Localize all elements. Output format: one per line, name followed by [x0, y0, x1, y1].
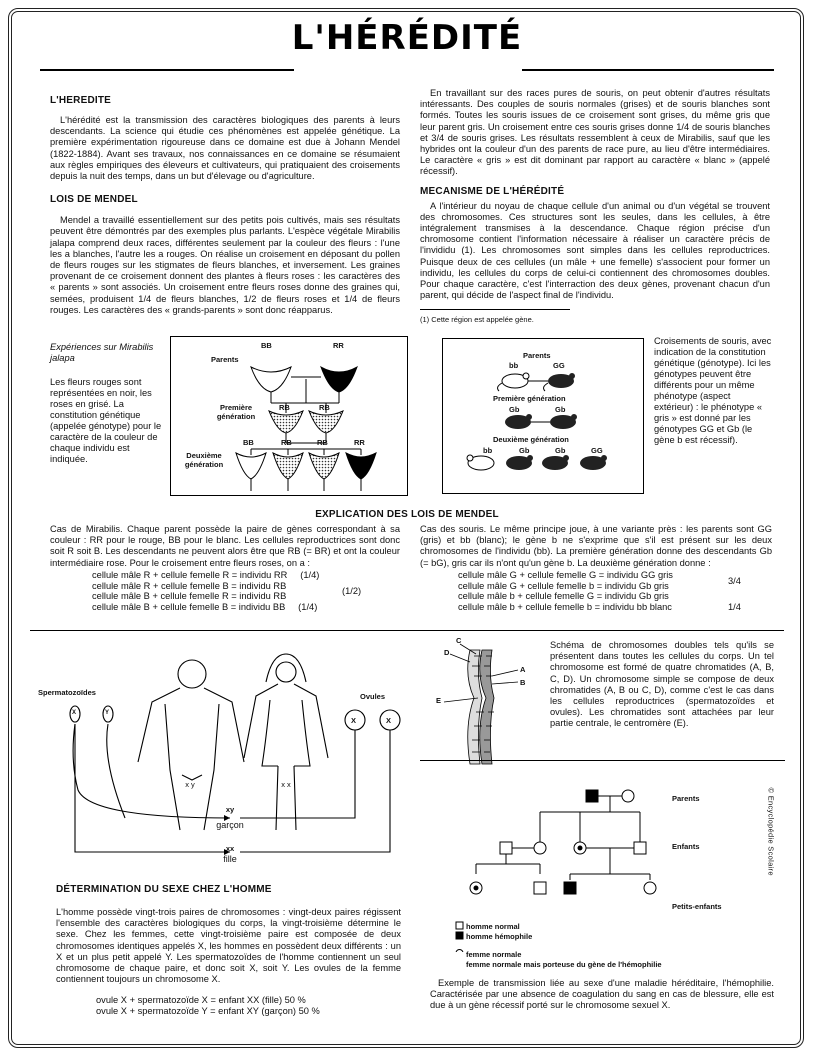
ova-label: Ovules	[360, 692, 386, 701]
explication-left	[50, 524, 400, 613]
mirabilis-gen1-rb-2: RB	[319, 403, 330, 412]
mirabilis-gen2-bb: BB	[243, 438, 254, 447]
ovum-x-2: X	[386, 716, 392, 725]
right-eq-4: cellule mâle b + cellule femelle b = individu bb blanc	[458, 602, 672, 613]
mice-gen1-label: Première génération	[493, 394, 566, 403]
chromo-label-c: C	[456, 636, 462, 645]
heading-lois-mendel: LOIS DE MENDEL	[50, 194, 138, 206]
pedigree-text-wrap	[430, 978, 774, 1012]
fille-label: fille	[223, 854, 237, 864]
chromosome-diagram	[430, 636, 542, 772]
mice-parent-bb: bb	[509, 361, 519, 370]
right-eq-3-4: 3/4	[728, 575, 741, 586]
explication-right-text: Cas des souris. Le même principe joue, à une variante près : les parents sont GG (gris) et bb (blanc); le gène b ne s'exprime que s'il est présent sur les deux chromosomes de l'individu (bb). La première génération donne des descendants Gb (= bG), gris car ils n'ont qu'un gène b. La deuxième génération donne :	[420, 524, 772, 568]
footnote: (1) Cette région est appelée gène.	[420, 315, 534, 325]
legend-femme-normale: femme normale	[466, 950, 522, 959]
mirabilis-gen2-label: Deuxième génération	[184, 451, 224, 469]
mice-gen1-gb-1: Gb	[509, 405, 520, 414]
mice-parent-gg: GG	[553, 361, 565, 370]
section-sexe	[56, 884, 401, 1017]
mirabilis-parent-rr: RR	[333, 341, 344, 350]
pedigree-enfants-label: Enfants	[672, 842, 700, 851]
mirabilis-gen1-label: Première génération	[216, 403, 256, 421]
text-mecanisme: A l'intérieur du noyau de chaque cellule d'un animal ou d'un végétal se trouvent des chromosomes. Ces structures sont les seules, dans les cellules, à être intégralement transmises à la descendance. Chaque région précise d'un chromosome contient l'information nécessaire à réaliser un caractère précis de l'invididu (1). Les chromosomes sont simples dans les cellules reproductrices. Puisque deux de ces cellules (un mâle + une femelle) s'associent pour former un individu, les cellules du corps de celui-ci contiennent des chromosomes doubles. Pour chaque caractère, c'est l'interraction des deux gènes, provenant chacun d'un parent, qui décide de l'aspect final de l'individu.	[420, 200, 770, 301]
explication-heading: EXPLICATION DES LOIS DE MENDEL	[315, 509, 499, 520]
title-rule-right	[522, 69, 774, 71]
mirabilis-gen1-rb-1: RB	[279, 403, 290, 412]
middle-separator	[30, 630, 784, 631]
legend-homme-hemophile: homme hémophile	[466, 932, 533, 941]
mirabilis-svg	[171, 337, 407, 495]
legend-femme-porteuse: femme normale mais porteuse du gène de l'hémophilie	[466, 960, 662, 969]
sperm-label: Spermatozoïdes	[38, 688, 96, 697]
pedigree-parents-label: Parents	[672, 794, 700, 803]
mirabilis-diagram	[170, 336, 408, 496]
sex-diagram	[30, 640, 420, 872]
section-heredite	[50, 95, 400, 316]
left-eq-2: cellule mâle R + cellule femelle B = individu RB	[92, 580, 287, 591]
mice-parents-label: Parents	[523, 351, 551, 360]
mirabilis-gen2-rr: RR	[354, 438, 365, 447]
chromo-label-e: E	[436, 696, 442, 705]
explication-heading-wrap	[0, 509, 814, 520]
mirabilis-gen2-rb-1: RB	[281, 438, 292, 447]
pedigree-text: Exemple de transmission liée au sexe d'une maladie héréditaire, l'hémophilie. Caractérisée par une absence de coagulation du sang en cas de blessure, elle est due à un gène récessif porté sur le chromosome sexuel X.	[430, 978, 774, 1011]
explication-left-text: Cas de Mirabilis. Chaque parent possède la paire de gènes correspondant à sa couleur : RR pour le rouge, BB pour le blanc. Les cellules reproductrices sont donc soit R soit B. Les descendants ne peuvent alors être que RB (= BR) et ont la couleur intermédiaire rose. Pour le croisement entre fleurs roses, on a :	[50, 524, 400, 568]
text-heredite: L'hérédité est la transmission des caractères biologiques des parents à leurs descendants. La science qui étudie ces phénomènes est appelée génétique. La première expérimentation rigoureuse dans ce domaine est due à Johann Mendel (1822-1884). Avant ses travaux, nos connaissances en ce domaine se résumaient aux règles empiriques des éleveurs et cultivateurs, qui pratiquaient des croisements depuis la nuit des temps, dans un but d'élevage ou d'agriculture.	[50, 115, 400, 182]
chromo-label-b: B	[520, 678, 526, 687]
mirabilis-parent-bb: BB	[261, 341, 272, 350]
mice-gen2-bb: bb	[483, 446, 493, 455]
chromosome-text-wrap	[550, 640, 774, 730]
left-eq-4: cellule mâle B + cellule femelle B = individu BB (1/4)	[92, 602, 318, 613]
ovum-x-1: X	[351, 716, 357, 725]
copyright-wrap	[760, 787, 776, 900]
page-title: L'HÉRÉDITÉ	[291, 18, 523, 58]
mice-gen2-label: Deuxième génération	[493, 435, 569, 444]
sperm-y: Y	[105, 710, 110, 716]
chromo-label-d: D	[444, 648, 450, 657]
mice-diagram	[442, 338, 644, 494]
text-souris: En travaillant sur des races pures de souris, on peut obtenir d'autres résultats intéressants. Des couples de souris normales (grises) et de souris blanches sont formés. Toutes les souris issues de ce croisement sont grises, du même gris que leur parent gris. Un croisement entre ces souris grises donne 1/4 de souris blanches et 3/4 de souris grises. Les résultats ressemblent à ceux de Mirabilis, sauf que les hybrides ont la couleur d'un des parents de race pure, au lieu d'être intermédiaires. Le caractère « gris » est dit dominant par rapport au caractère « blanc » (appelé récessif).	[420, 88, 770, 177]
left-eq-3: cellule mâle B + cellule femelle R = individu RB	[92, 591, 287, 602]
heading-heredite: L'HEREDITE	[50, 95, 112, 106]
heading-sexe: DÉTERMINATION DU SEXE CHEZ L'HOMME	[56, 884, 272, 895]
sexe-eq-2: ovule X + spermatozoïde Y = enfant XY (garçon) 50 %	[96, 1006, 320, 1017]
legend-homme-normal: homme normal	[466, 922, 520, 931]
mirabilis-gen2-rb-2: RB	[317, 438, 328, 447]
left-eq-half: (1/2)	[342, 585, 362, 596]
explication-right	[420, 524, 772, 613]
mice-caption: Croisements de souris, avec indication de la constitution génétique (génotype). Ici les génotypes peuvent être différents pour un même phénotype (aspect extérieur) : le phénotype « gris » est donné par les génotypes GG et Gb (le gène b est récessif).	[654, 336, 772, 445]
copyright: © Encyclopédie Scolaire	[766, 787, 776, 876]
sperm-x: X	[72, 710, 77, 716]
text-sexe: L'homme possède vingt-trois paires de chromosomes : vingt-deux paires régissent l'ensemble des caractères biologiques du corps, la vingt-troisième détermine le sexe. Chez les femmes, cette vingt-troisième paire est composée de deux chromosomes identiques appelés X, les hommes en possèdent deux différents : un X et un plus petit appelé Y. Les spermatozoïdes de l'homme contiennent un seul chromosome de chaque paire, et donc soit X, soit Y. Les ovules de la femme contiennent toujours un chromosome X.	[56, 907, 401, 985]
mirabilis-caption-title: Expériences sur Mirabilis jalapa	[50, 342, 154, 363]
text-lois-mendel: Mendel a travaillé essentiellement sur des petits pois cultivés, mais ses résultats peuvent être démontrés par des exemples plus parlants. L'espèce végétale Mirabilis jalapa comprend deux races, différentes seulement par la couleur des fleurs : l'une les a blanches, l'autre les a rouges. On réalise un croisement en déposant du pollen de fleurs rouges sur les stigmates de fleurs blanches, et inversement. Les graines provenant de ce croisement donnent des plantes à fleurs roses : les caractères des « parents » sont associés. Un croisement entre fleurs roses donne des graines qui, semées, produisent 1/4 de fleurs blanches, 1/2 de fleurs roses et 1/4 de fleurs rouges. Les caractères des « grands-parents » sont donc réapparus.	[50, 215, 400, 315]
xy-label: xy	[225, 805, 235, 814]
chromo-label-a: A	[520, 665, 526, 674]
sex-svg	[30, 640, 420, 872]
xx-label: xx	[225, 844, 235, 853]
title-rule-left	[40, 69, 294, 71]
male-genotype: x y	[185, 780, 195, 789]
chromosome-text: Schéma de chromosomes doubles tels qu'ils se présentent dans toutes les cellules du corps. Un tel chromosome est formé de quatre chromatides (A, B, C, D). Un chromosome simple se compose de deux chromatides (A, B ou C, D), comme c'est le cas dans les cellules reproductrices (spermatozoïdes et ovules). Les chromatides sont attachées par leur partie centrale, le centromère (E).	[550, 640, 774, 729]
pedigree-petits-enfants-label: Petits-enfants	[672, 902, 722, 911]
mirabilis-caption: Les fleurs rouges sont représentées en noir, les roses en grisé. La constitution génétique (appelée génotype) pour le caractère de la couleur de chaque individu est indiquée.	[50, 377, 162, 464]
mirabilis-parents-label: Parents	[211, 355, 239, 364]
mice-gen2-gb-1: Gb	[519, 446, 530, 455]
right-eq-1-4: 1/4	[728, 601, 741, 612]
heading-mecanisme: MECANISME DE L'HÉRÉDITÉ	[420, 185, 565, 197]
mouse-parent-white	[498, 373, 529, 391]
mice-svg	[443, 339, 643, 493]
left-eq-1: cellule mâle R + cellule femelle R = individu RR (1/4)	[92, 569, 320, 580]
section-souris	[420, 88, 770, 326]
sexe-eq-1: ovule X + spermatozoïde X = enfant XX (fille) 50 %	[96, 995, 306, 1006]
mice-gen2-gg: GG	[591, 446, 603, 455]
right-separator	[420, 760, 785, 761]
mice-gen2-gb-2: Gb	[555, 446, 566, 455]
right-eq-2: cellule mâle G + cellule femelle b = individu Gb gris	[458, 580, 669, 591]
mouse-parent-grey	[544, 373, 575, 391]
mice-gen1-gb-2: Gb	[555, 405, 566, 414]
right-eq-1: cellule mâle G + cellule femelle G = individu GG gris	[458, 569, 673, 580]
garcon-label: garçon	[216, 820, 244, 830]
female-genotype: x x	[281, 780, 291, 789]
pedigree-legend	[466, 922, 766, 970]
right-eq-3: cellule mâle b + cellule femelle G = individu Gb gris	[458, 591, 669, 602]
